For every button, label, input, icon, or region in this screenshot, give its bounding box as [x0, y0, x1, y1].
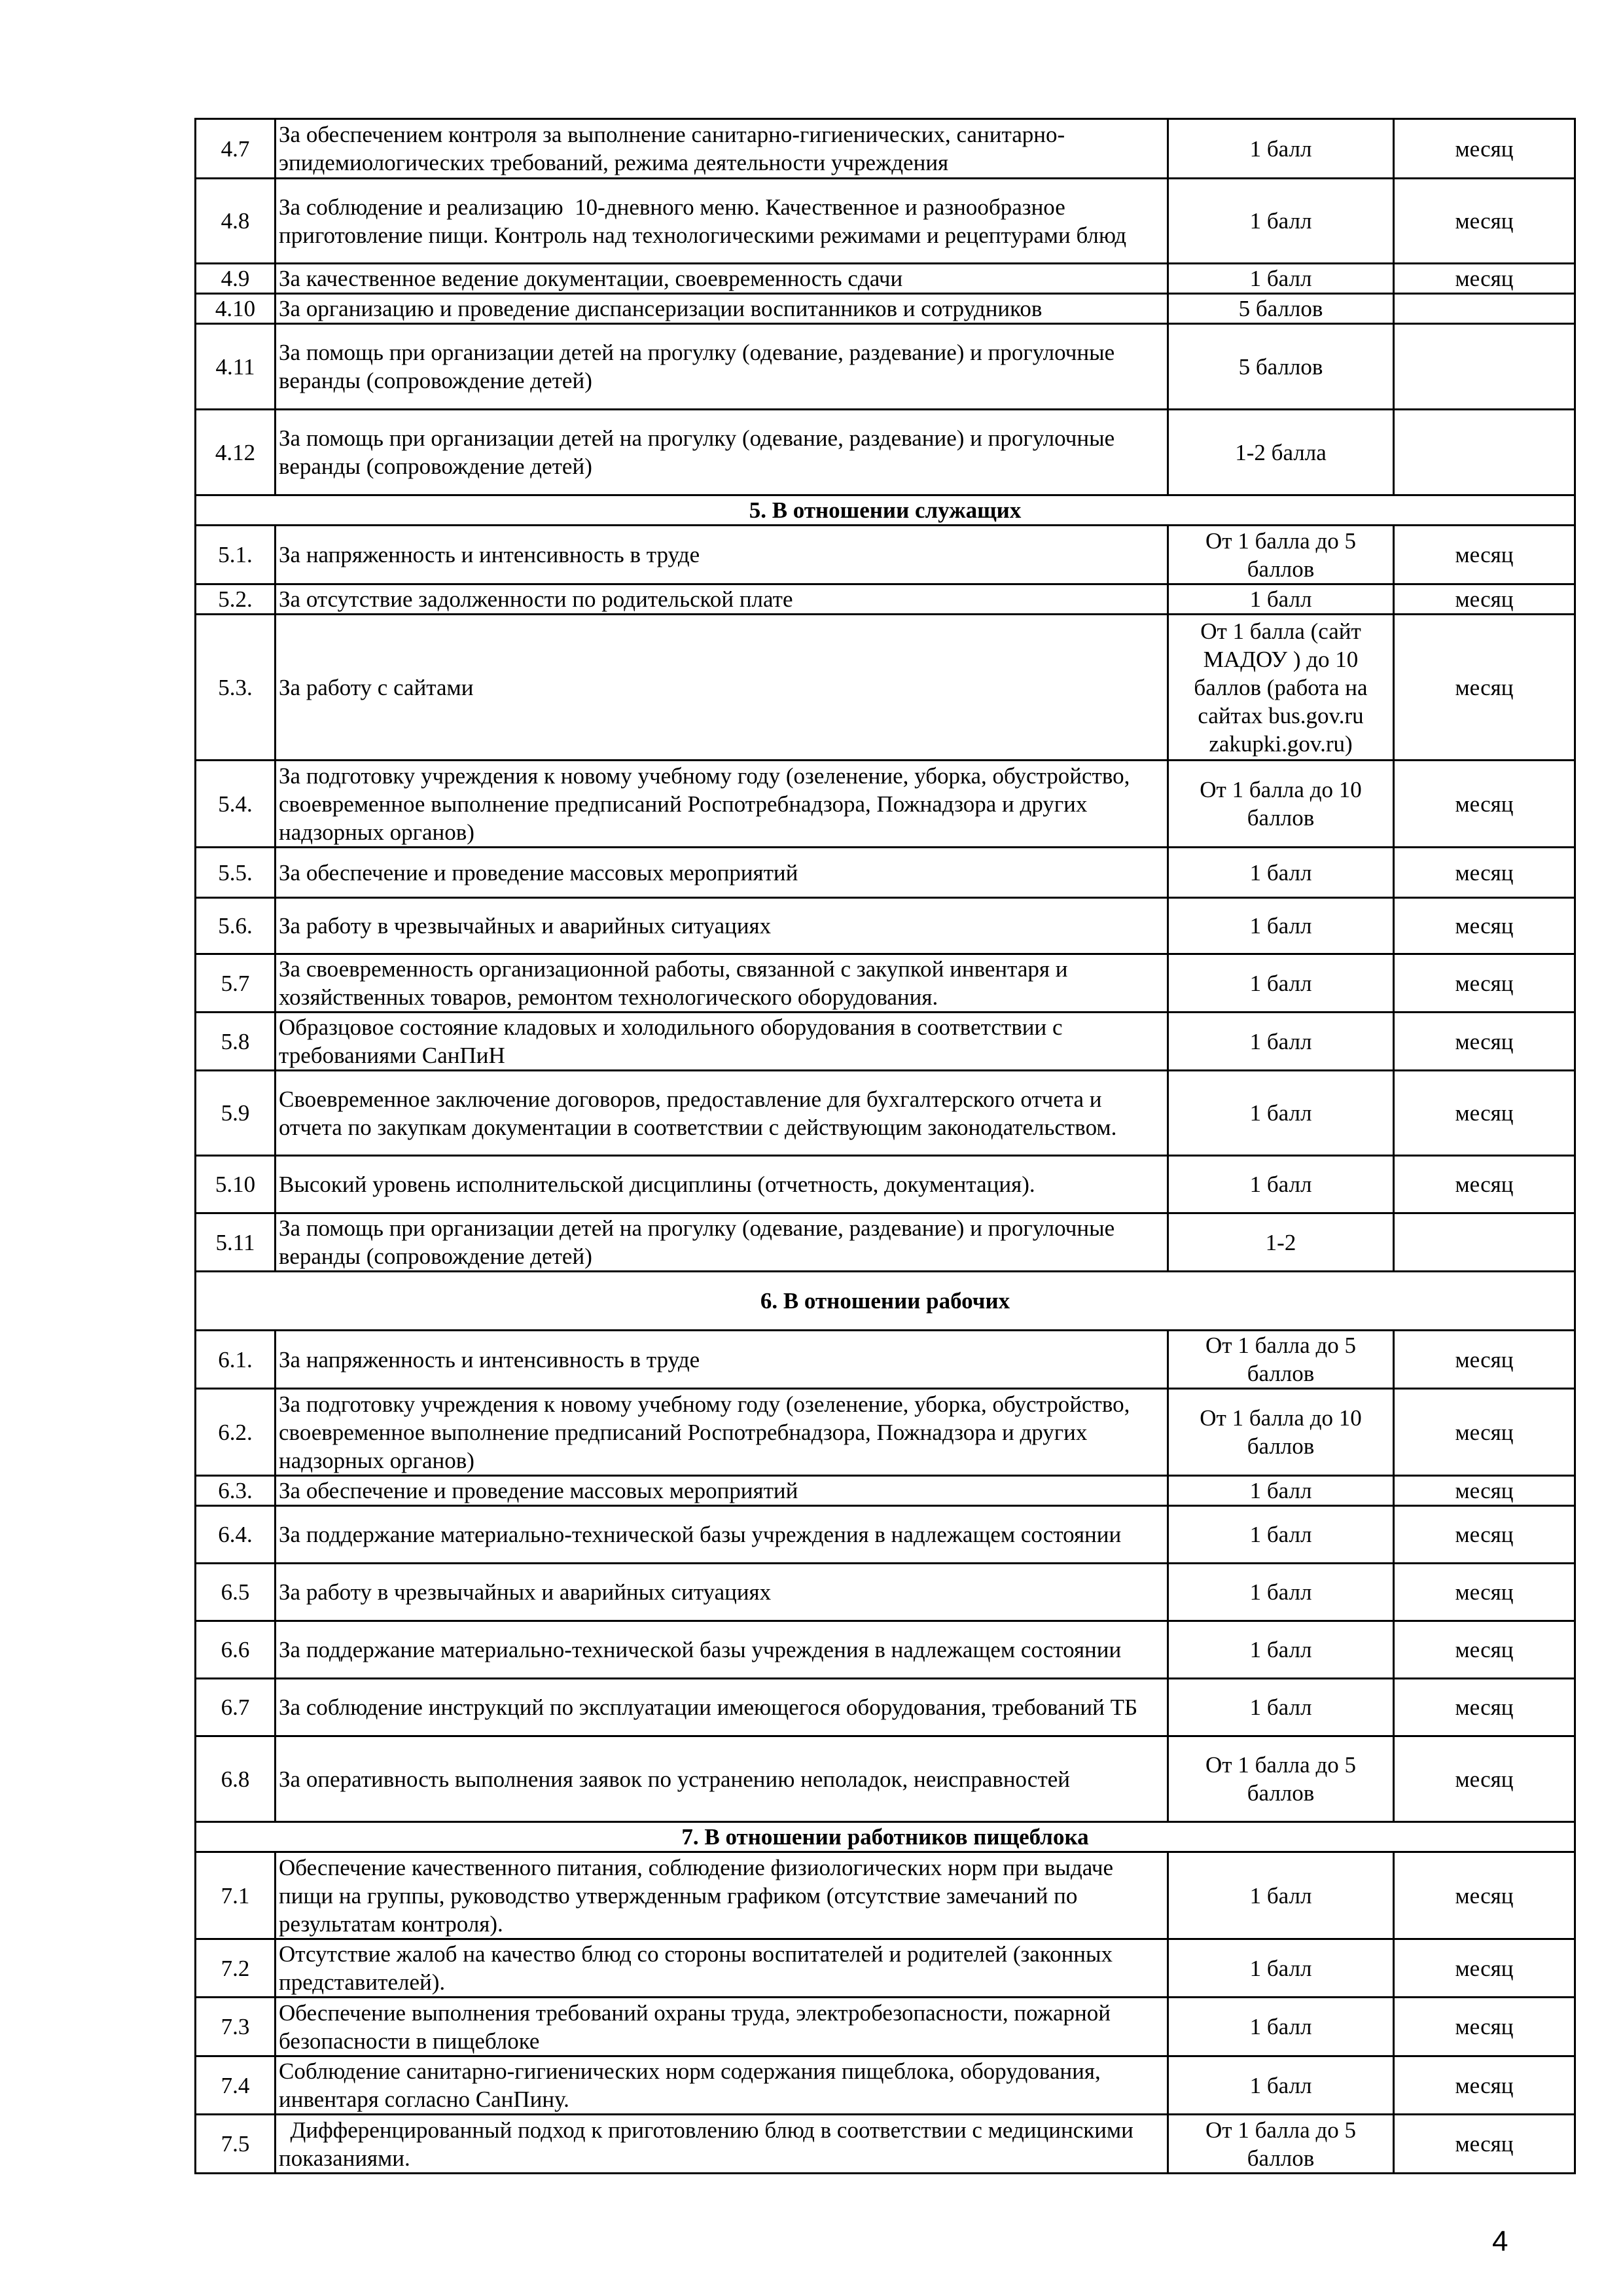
item-description: Дифференцированный подход к приготовлению блюд в соответствии с медицинскими показаниями. [276, 2115, 1168, 2174]
item-period [1394, 294, 1575, 324]
item-number: 5.2. [196, 584, 276, 615]
item-description: За обеспечение и проведение массовых мероприятий [276, 848, 1168, 898]
item-period: месяц [1394, 584, 1575, 615]
table-row [196, 1156, 1575, 1213]
item-period [1394, 410, 1575, 495]
item-description: Отсутствие жалоб на качество блюд со стороны воспитателей и родителей (законных представителей). [276, 1939, 1168, 1998]
item-description: За качественное ведение документации, своевременность сдачи [276, 264, 1168, 294]
item-number: 5.5. [196, 848, 276, 898]
item-points: От 1 балла (сайт МАДОУ ) до 10 баллов (работа на сайтах bus.gov.ru zakupki.gov.ru) [1168, 615, 1394, 761]
item-points: 1 балл [1168, 1998, 1394, 2056]
table-row [196, 1506, 1575, 1564]
item-number: 6.7 [196, 1679, 276, 1736]
item-description: За соблюдение инструкций по эксплуатации имеющегося оборудования, требований ТБ [276, 1679, 1168, 1736]
item-period: месяц [1394, 761, 1575, 848]
item-period: месяц [1394, 2115, 1575, 2174]
table-row [196, 1389, 1575, 1476]
item-points: 1 балл [1168, 848, 1394, 898]
item-period: месяц [1394, 1998, 1575, 2056]
table-row [196, 294, 1575, 324]
item-number: 5.11 [196, 1213, 276, 1272]
item-points: 1 балл [1168, 898, 1394, 954]
item-points: 1 балл [1168, 1564, 1394, 1621]
item-period: месяц [1394, 1156, 1575, 1213]
bonus-criteria-table [194, 118, 1576, 2174]
item-number: 5.10 [196, 1156, 276, 1213]
item-number: 6.8 [196, 1736, 276, 1822]
table-row [196, 324, 1575, 410]
table-row [196, 1213, 1575, 1272]
item-points: От 1 балла до 5 баллов [1168, 1736, 1394, 1822]
item-number: 7.2 [196, 1939, 276, 1998]
item-period: месяц [1394, 2056, 1575, 2115]
table-row [196, 1679, 1575, 1736]
item-description: За оперативность выполнения заявок по устранению неполадок, неисправностей [276, 1736, 1168, 1822]
item-number: 6.6 [196, 1621, 276, 1679]
item-description: Высокий уровень исполнительской дисциплины (отчетность, документация). [276, 1156, 1168, 1213]
item-number: 5.3. [196, 615, 276, 761]
table-row [196, 1621, 1575, 1679]
section-title: 5. В отношении служащих [196, 495, 1575, 526]
item-description: За подготовку учреждения к новому учебному году (озеленение, уборка, обустройство, своевременное выполнение предписаний Роспотребнадзора, Пожнадзора и других надзорных органов) [276, 1389, 1168, 1476]
item-number: 7.1 [196, 1852, 276, 1939]
item-points: 5 баллов [1168, 324, 1394, 410]
table-row [196, 898, 1575, 954]
table-row [196, 1998, 1575, 2056]
item-description: За обеспечением контроля за выполнение санитарно-гигиенических, санитарно-эпидемиологических требований, режима деятельности учреждения [276, 119, 1168, 179]
table-row [196, 1013, 1575, 1071]
item-points: 1 балл [1168, 1476, 1394, 1506]
item-points: От 1 балла до 10 баллов [1168, 761, 1394, 848]
item-description: За напряженность и интенсивность в труде [276, 1331, 1168, 1389]
section-header-row [196, 1272, 1575, 1331]
item-number: 6.5 [196, 1564, 276, 1621]
item-period: месяц [1394, 1852, 1575, 1939]
item-description: За подготовку учреждения к новому учебному году (озеленение, уборка, обустройство, своевременное выполнение предписаний Роспотребнадзора, Пожнадзора и других надзорных органов) [276, 761, 1168, 848]
table-row [196, 1736, 1575, 1822]
item-number: 5.7 [196, 954, 276, 1013]
item-description: За помощь при организации детей на прогулку (одевание, раздевание) и прогулочные веранды (сопровождение детей) [276, 410, 1168, 495]
item-points: 1 балл [1168, 119, 1394, 179]
item-description: Обеспечение выполнения требований охраны труда, электробезопасности, пожарной безопасности в пищеблоке [276, 1998, 1168, 2056]
item-period [1394, 324, 1575, 410]
section-title: 7. В отношении работников пищеблока [196, 1822, 1575, 1852]
item-number: 4.12 [196, 410, 276, 495]
item-period: месяц [1394, 615, 1575, 761]
item-period: месяц [1394, 526, 1575, 584]
table-row [196, 179, 1575, 264]
item-points: 1-2 [1168, 1213, 1394, 1272]
table-row [196, 954, 1575, 1013]
item-description: За помощь при организации детей на прогулку (одевание, раздевание) и прогулочные веранды (сопровождение детей) [276, 324, 1168, 410]
item-period: месяц [1394, 1331, 1575, 1389]
table-row [196, 1852, 1575, 1939]
table-row [196, 1071, 1575, 1156]
item-period: месяц [1394, 1506, 1575, 1564]
item-description: За поддержание материально-технической базы учреждения в надлежащем состоянии [276, 1506, 1168, 1564]
item-number: 4.10 [196, 294, 276, 324]
item-period: месяц [1394, 1564, 1575, 1621]
item-description: За отсутствие задолженности по родительской плате [276, 584, 1168, 615]
table-row [196, 1939, 1575, 1998]
item-description: За организацию и проведение диспансеризации воспитанников и сотрудников [276, 294, 1168, 324]
item-points: 1 балл [1168, 1013, 1394, 1071]
item-description: За работу в чрезвычайных и аварийных ситуациях [276, 1564, 1168, 1621]
item-number: 6.3. [196, 1476, 276, 1506]
table-row [196, 1564, 1575, 1621]
item-number: 4.9 [196, 264, 276, 294]
item-description: За помощь при организации детей на прогулку (одевание, раздевание) и прогулочные веранды (сопровождение детей) [276, 1213, 1168, 1272]
item-period: месяц [1394, 179, 1575, 264]
table-row [196, 584, 1575, 615]
item-description: За обеспечение и проведение массовых мероприятий [276, 1476, 1168, 1506]
item-description: Соблюдение санитарно-гигиенических норм содержания пищеблока, оборудования, инвентаря согласно СанПину. [276, 2056, 1168, 2115]
item-points: 5 баллов [1168, 294, 1394, 324]
table-row [196, 410, 1575, 495]
item-number: 4.7 [196, 119, 276, 179]
item-period: месяц [1394, 1679, 1575, 1736]
item-description: За напряженность и интенсивность в труде [276, 526, 1168, 584]
item-points: 1 балл [1168, 264, 1394, 294]
item-points: 1 балл [1168, 1939, 1394, 1998]
item-points: 1 балл [1168, 1679, 1394, 1736]
item-period: месяц [1394, 1621, 1575, 1679]
item-points: 1 балл [1168, 584, 1394, 615]
item-points: 1-2 балла [1168, 410, 1394, 495]
table-row [196, 2115, 1575, 2174]
item-period: месяц [1394, 1939, 1575, 1998]
item-period: месяц [1394, 1736, 1575, 1822]
item-points: 1 балл [1168, 1852, 1394, 1939]
table-row [196, 848, 1575, 898]
section-header-row [196, 1822, 1575, 1852]
item-period: месяц [1394, 1389, 1575, 1476]
item-number: 4.8 [196, 179, 276, 264]
item-number: 6.1. [196, 1331, 276, 1389]
item-description: За своевременность организационной работы, связанной с закупкой инвентаря и хозяйственных товаров, ремонтом технологического оборудования. [276, 954, 1168, 1013]
table-row [196, 2056, 1575, 2115]
item-points: 1 балл [1168, 1071, 1394, 1156]
item-points: 1 балл [1168, 1506, 1394, 1564]
item-period: месяц [1394, 1071, 1575, 1156]
item-period: месяц [1394, 848, 1575, 898]
item-number: 4.11 [196, 324, 276, 410]
item-points: От 1 балла до 5 баллов [1168, 2115, 1394, 2174]
item-period: месяц [1394, 898, 1575, 954]
item-period [1394, 1213, 1575, 1272]
item-number: 5.1. [196, 526, 276, 584]
item-description: Обеспечение качественного питания, соблюдение физиологических норм при выдаче пищи на группы, руководство утвержденным графиком (отсутствие замечаний по результатам контроля). [276, 1852, 1168, 1939]
table-row [196, 526, 1575, 584]
page-number: 4 [1492, 2225, 1508, 2257]
table-row [196, 1476, 1575, 1506]
table-row [196, 264, 1575, 294]
item-points: 1 балл [1168, 179, 1394, 264]
item-points: 1 балл [1168, 1621, 1394, 1679]
table-row [196, 615, 1575, 761]
item-number: 5.8 [196, 1013, 276, 1071]
item-number: 7.3 [196, 1998, 276, 2056]
table-row [196, 119, 1575, 179]
item-number: 5.6. [196, 898, 276, 954]
item-period: месяц [1394, 119, 1575, 179]
item-description: За соблюдение и реализацию 10-дневного меню. Качественное и разнообразное приготовление пищи. Контроль над технологическими режимами и рецептурами блюд [276, 179, 1168, 264]
item-points: От 1 балла до 10 баллов [1168, 1389, 1394, 1476]
item-points: 1 балл [1168, 2056, 1394, 2115]
item-points: 1 балл [1168, 954, 1394, 1013]
item-number: 5.9 [196, 1071, 276, 1156]
item-number: 6.4. [196, 1506, 276, 1564]
item-description: За работу с сайтами [276, 615, 1168, 761]
item-period: месяц [1394, 1476, 1575, 1506]
item-description: За работу в чрезвычайных и аварийных ситуациях [276, 898, 1168, 954]
item-points: От 1 балла до 5 баллов [1168, 1331, 1394, 1389]
section-title: 6. В отношении рабочих [196, 1272, 1575, 1331]
item-description: Образцовое состояние кладовых и холодильного оборудования в соответствии с требованиями СанПиН [276, 1013, 1168, 1071]
item-description: За поддержание материально-технической базы учреждения в надлежащем состоянии [276, 1621, 1168, 1679]
table-body [196, 119, 1575, 2174]
item-number: 6.2. [196, 1389, 276, 1476]
item-period: месяц [1394, 1013, 1575, 1071]
section-header-row [196, 495, 1575, 526]
table-row [196, 761, 1575, 848]
item-points: 1 балл [1168, 1156, 1394, 1213]
table-row [196, 1331, 1575, 1389]
item-description: Своевременное заключение договоров, предоставление для бухгалтерского отчета и отчета по закупкам документации в соответствии с действующим законодательством. [276, 1071, 1168, 1156]
item-period: месяц [1394, 954, 1575, 1013]
item-number: 7.4 [196, 2056, 276, 2115]
item-number: 5.4. [196, 761, 276, 848]
item-points: От 1 балла до 5 баллов [1168, 526, 1394, 584]
item-number: 7.5 [196, 2115, 276, 2174]
item-period: месяц [1394, 264, 1575, 294]
